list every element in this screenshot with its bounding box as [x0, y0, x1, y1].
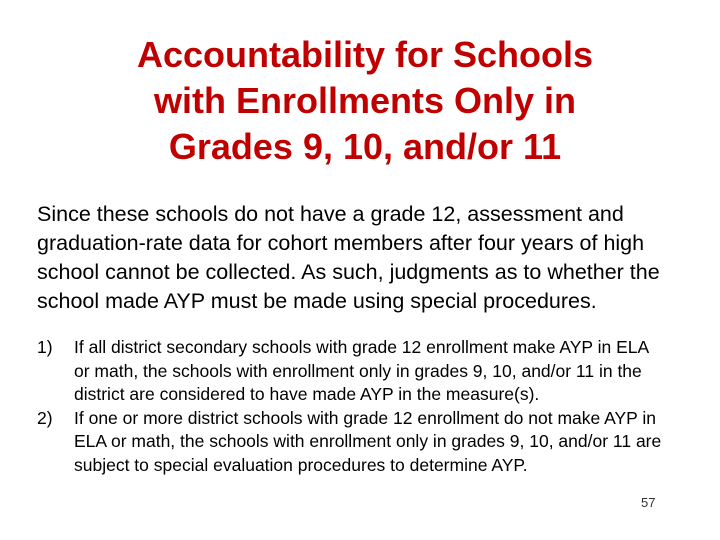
intro-paragraph: Since these schools do not have a grade 12, assessment and graduation-rate data for cohort members after four years of high school cannot be collected. As such, judgments as to whether the school made AYP must be made using special procedures. [37, 201, 660, 313]
slide-title [0, 32, 720, 170]
page-number: 57 [641, 495, 656, 510]
title-line-1: Accountability for Schools [136, 34, 594, 76]
list-item-number: 1) [37, 337, 53, 357]
list-item-number: 2) [37, 407, 53, 428]
list-item [37, 336, 677, 407]
procedures-list [37, 336, 677, 477]
list-item-text: If all district secondary schools with grade 12 enrollment make AYP in ELA or math, the schools with enrollment only in grades 9, 10, and/or 11 in the district are considered to have made AYP in the measure(s). [74, 337, 649, 404]
list-item-text: If one or more district schools with grade 12 enrollment do not make AYP in ELA or math, the schools with enrollment only in grades 9, 10, and/or 11 are subject to special evaluation procedures to determine AYP. [74, 407, 662, 475]
title-line-3: Grades 9, 10, and/or 11 [168, 126, 562, 168]
title-line-2: with Enrollments Only in [153, 80, 577, 122]
list-item [37, 407, 677, 478]
